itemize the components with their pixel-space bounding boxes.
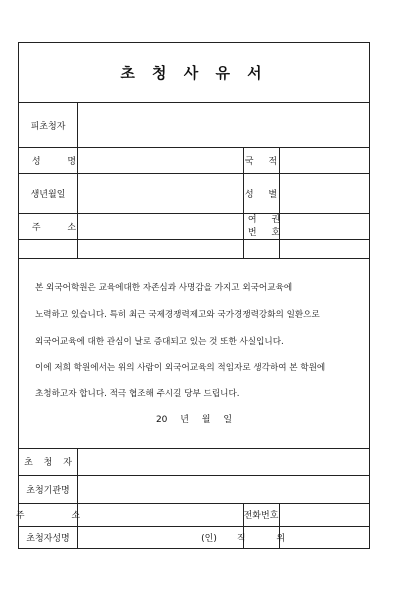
statement-line: 본 외국어학원은 교육에대한 자존심과 사명감을 가지고 외국어교육에 <box>35 283 293 293</box>
seal-mark: (인) <box>201 533 217 544</box>
address-field[interactable] <box>78 214 242 238</box>
birthdate-field[interactable] <box>78 174 242 212</box>
gender-field[interactable] <box>280 174 368 212</box>
passport-field[interactable] <box>280 214 368 238</box>
inviter-address-field[interactable] <box>78 504 242 525</box>
passport-label <box>243 215 285 239</box>
nationality-label: 국 적 <box>244 156 284 167</box>
divider <box>19 258 369 259</box>
statement-line: 외국어교육에 대한 관심이 날로 증대되고 있는 것 또한 사실입니다. <box>35 337 284 347</box>
position-label: 직 위 <box>236 533 300 544</box>
nationality-field[interactable] <box>280 148 368 172</box>
inviter-name-label: 초청자성명 <box>26 533 70 544</box>
invitee-field[interactable] <box>78 104 368 146</box>
phone-field[interactable] <box>280 504 368 525</box>
form-title: 초 청 사 유 서 <box>19 43 369 103</box>
name-label: 성 명 <box>31 156 89 167</box>
inviter-address-label: 주 소 <box>15 511 103 521</box>
divider <box>19 239 369 240</box>
passport-label-line2: 번 호 <box>247 228 287 238</box>
invitation-form <box>15 42 370 549</box>
position-field[interactable] <box>280 527 368 547</box>
statement-line: 초청하고자 합니다. 적극 협조해 주시길 당부 드립니다. <box>35 389 240 399</box>
phone-label: 전화번호 <box>243 511 279 521</box>
inviter-header: 초 청 자 <box>24 458 76 468</box>
name-field[interactable] <box>78 148 242 172</box>
org-field[interactable] <box>78 476 368 502</box>
date-line: 20 년 월 일 <box>155 415 233 425</box>
statement-line: 노력하고 있습니다. 특히 최근 국제경쟁력제고와 국가경쟁력강화의 일환으로 <box>35 310 320 320</box>
birthdate-label: 생년월일 <box>30 189 66 200</box>
gender-label: 성 별 <box>244 189 284 200</box>
invitee-header: 피초청자 <box>30 121 66 132</box>
org-label: 초청기관명 <box>26 485 70 496</box>
address-label: 주 소 <box>31 222 89 233</box>
inviter-field[interactable] <box>78 449 368 474</box>
passport-label-line1: 여 권 <box>247 215 287 225</box>
statement-line: 이에 저희 학원에서는 위의 사람이 외국어교육의 적임자로 생각하여 본 학원에 <box>35 363 326 373</box>
